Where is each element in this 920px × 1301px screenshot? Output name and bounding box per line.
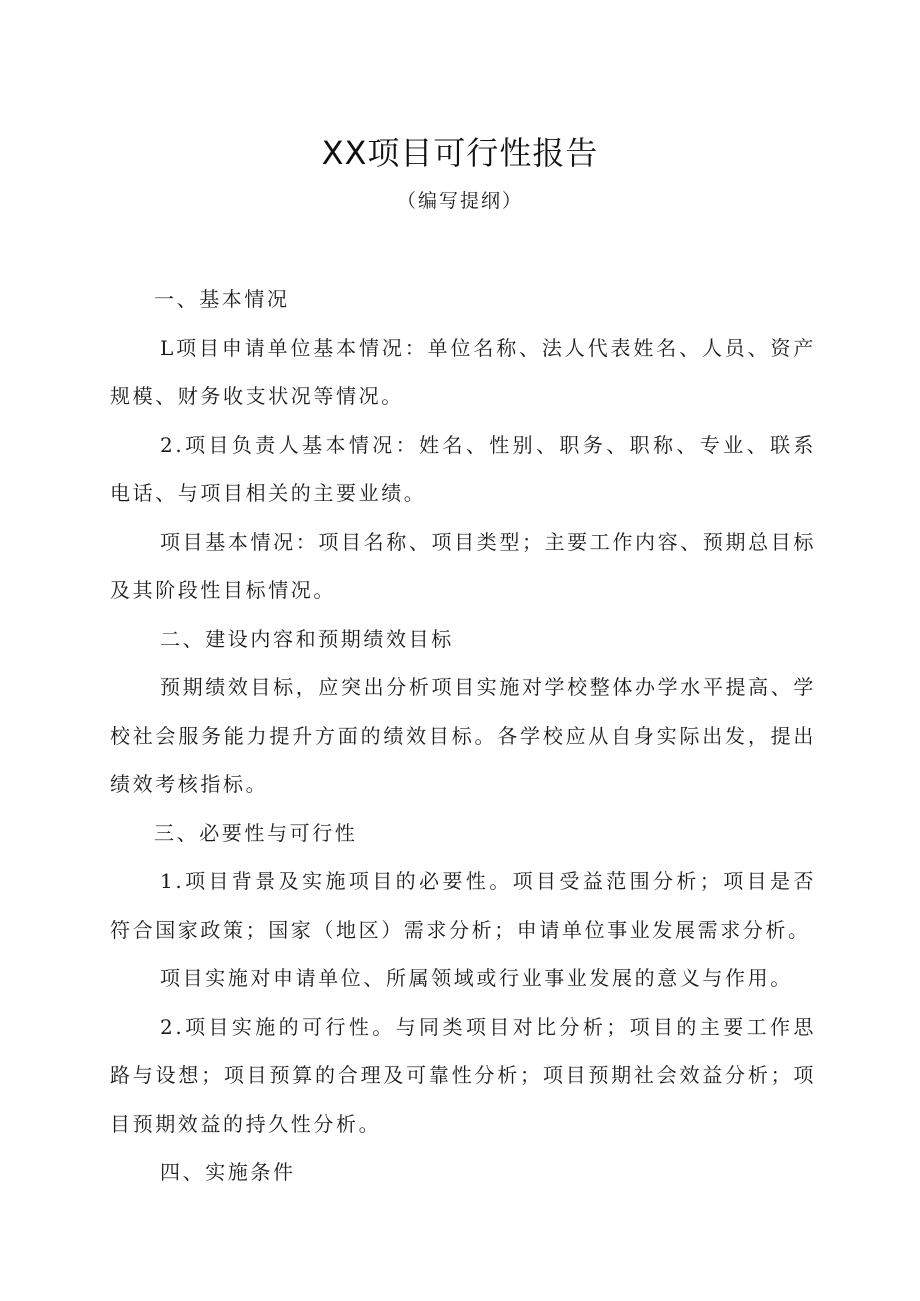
section-heading-basic-info: 一、基本情况 (154, 287, 290, 311)
paragraph-significance: 项目实施对申请单位、所属领域或行业事业发展的意义与作用。 (160, 966, 793, 990)
section-heading-content-goals: 二、建设内容和预期绩效目标 (160, 626, 454, 651)
paragraph-leader-info: 2.项目负责人基本情况：姓名、性别、职务、职称、专业、联系电话、与项目相关的主要业绩。 (110, 432, 816, 505)
document-subtitle: （编写提纲） (396, 190, 523, 212)
document-body (110, 275, 816, 1197)
paragraph-necessity: 1.项目背景及实施项目的必要性。项目受益范围分析；项目是否符合国家政策；国家（地区）需求分析；申请单位事业发展需求分析。 (110, 869, 816, 942)
paragraph-applicant-info: L项目申请单位基本情况：单位名称、法人代表姓名、人员、资产规模、财务收支状况等情况。 (110, 335, 816, 408)
document-title: XX项目可行性报告 (321, 134, 599, 172)
paragraph-feasibility: 2.项目实施的可行性。与同类项目对比分析；项目的主要工作思路与设想；项目预算的合理及可靠性分析；项目预期社会效益分析；项目预期效益的持久性分析。 (110, 1014, 816, 1136)
section-heading-necessity-feasibility: 三、必要性与可行性 (154, 820, 358, 845)
section-heading-conditions: 四、实施条件 (160, 1160, 296, 1184)
paragraph-performance-goals: 预期绩效目标，应突出分析项目实施对学校整体办学水平提高、学校社会服务能力提升方面的绩效目标。各学校应从自身实际出发，提出绩效考核指标。 (110, 675, 816, 796)
paragraph-project-info: 项目基本情况：项目名称、项目类型；主要工作内容、预期总目标及其阶段性目标情况。 (110, 529, 816, 602)
